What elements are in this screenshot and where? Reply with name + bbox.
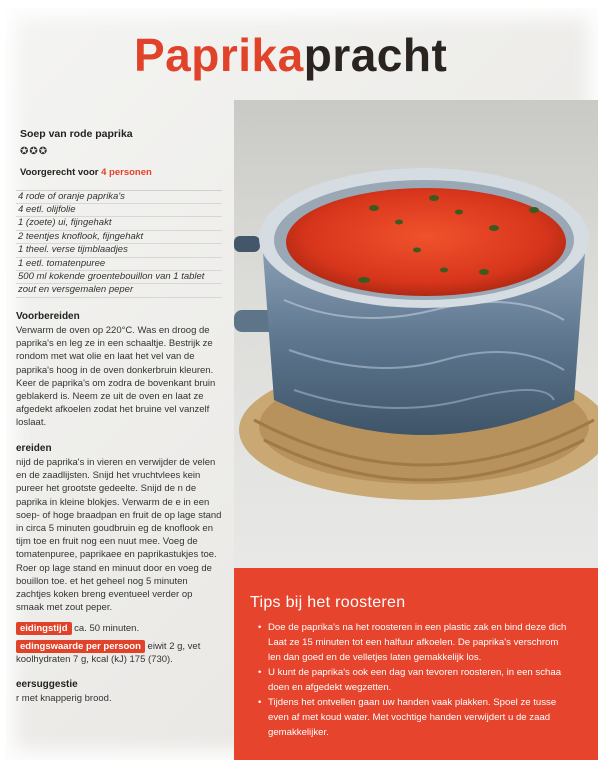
ingredient-item: 1 theel. verse tijmblaadjes <box>16 244 222 257</box>
serving-text: r met knapperig brood. <box>16 693 112 705</box>
prep-text: Verwarm de oven op 220°C. Was en droog de paprika's en leg ze in een schaaltje. Bestrijk ze rondom met wat olie en laat het vel van de paprika's hoog in de oven donkerbruin kleuren. Keer de paprika's om zodra de bovenkant bruin geblakerd is. Neem ze uit de oven en laat ze afgedekt afkoelen zodat het bruine vel vanzelf loslaat. <box>16 325 216 429</box>
ingredient-item: 4 rode of oranje paprika's <box>16 191 222 204</box>
tips-list <box>250 620 598 740</box>
cook-heading: ereiden <box>16 442 52 454</box>
magazine-page <box>6 8 598 760</box>
nutrition-line <box>16 640 222 666</box>
tip-item: • U kunt de paprika's ook een dag van tevoren roosteren, in een schaa doen en afgedekt wegzetten. <box>260 665 598 695</box>
ingredient-item: 1 eetl. tomatenpuree <box>16 258 222 271</box>
time-line <box>16 622 222 635</box>
prep-heading: Voorbereiden <box>16 310 80 322</box>
ingredient-item: 2 teentjes knoflook, fijngehakt <box>16 231 222 244</box>
tips-box <box>234 568 598 760</box>
difficulty-icons: ✪✪✪ <box>20 146 49 158</box>
ingredient-item: 4 eetl. olijfolie <box>16 204 222 217</box>
recipe-column <box>16 122 222 705</box>
ingredient-item: 500 ml kokende groentebouillon van 1 tablet <box>16 271 222 284</box>
cook-text: nijd de paprika's in vieren en verwijder de velen en de zaadlijsten. Snijd het vruchtvlees kein pureer het grootste gedeelte. Snijd de n de paprika in kleine blokjes. Verwarm de e in een soep- of hoge braadpan en fruit de op lage stand in circa 5 minuten goudbruin eg de knoflook en tijm toe en fruit nog een nuut mee. Voeg de tomatenpuree, paprikaee en paprikastukjes toe. Roer op lage stand en minuut door en voeg de bouillon toe. et het geheel nog 5 minuten zachtjes koken breng eventueel verder op smaak met zout peper. <box>16 456 222 614</box>
serving-heading: eersuggestie <box>16 678 78 690</box>
recipe-title: Soep van rode paprika <box>20 128 133 140</box>
ingredient-item: 1 (zoete) ui, fijngehakt <box>16 217 222 230</box>
time-label: eidingstijd <box>16 622 72 635</box>
ingredient-list <box>16 190 222 298</box>
title-word-2: pracht <box>303 29 448 81</box>
nutrition-label: edingswaarde per persoon <box>16 640 145 653</box>
nutrition-value-2: koolhydraten 7 g, kcal (kJ) 175 (730). <box>16 653 173 665</box>
ingredient-item: zout en versgemalen peper <box>16 284 222 297</box>
tip-item: • Doe de paprika's na het roosteren in een plastic zak en bind deze dich Laat ze 15 minuten tot een halfuur afkoelen. De paprika's verschrom len dan goed en de velletjes laten gemakkelijk los. <box>260 620 598 665</box>
time-value: ca. 50 minuten. <box>74 623 140 635</box>
page-title <box>134 29 448 81</box>
tips-heading: Tips bij het roosteren <box>250 594 406 611</box>
serves-count: 4 personen <box>101 167 152 179</box>
title-word-1: Paprika <box>134 29 304 81</box>
serves-line <box>20 166 222 179</box>
nutrition-value-1: eiwit 2 g, vet <box>147 640 201 652</box>
serves-prefix: Voorgerecht voor <box>20 167 102 179</box>
soup-photo <box>234 100 598 568</box>
tip-item: • Tijdens het ontvellen gaan uw handen vaak plakken. Spoel ze tusse even af met koud water. Met vochtige handen verwijdert u de zaad gemakkelijker. <box>260 695 598 740</box>
